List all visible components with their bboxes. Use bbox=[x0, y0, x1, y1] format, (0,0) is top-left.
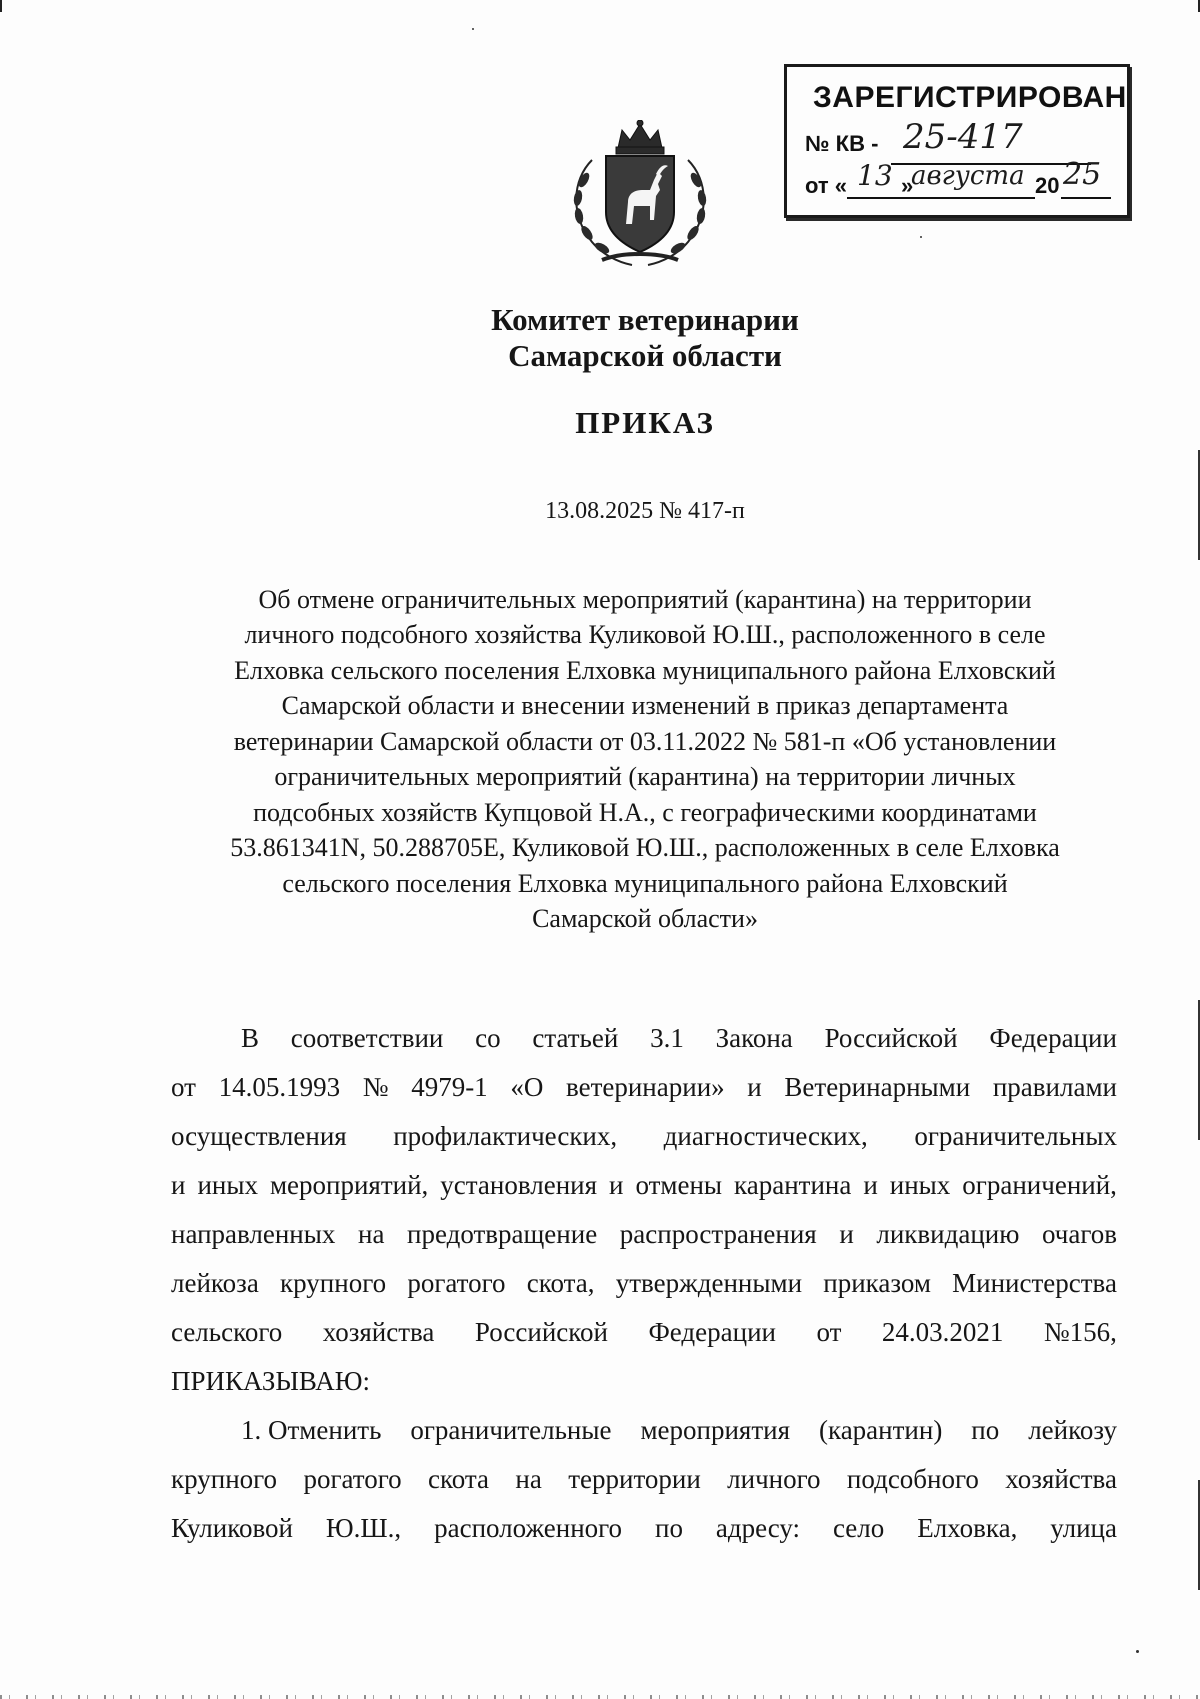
word: крупного bbox=[280, 1268, 387, 1298]
word: Российской bbox=[824, 1023, 958, 1053]
word: ветеринарии» bbox=[566, 1072, 725, 1102]
word: скота, bbox=[526, 1268, 595, 1298]
word: хозяйства bbox=[322, 1317, 435, 1347]
subject-line: личного подсобного хозяйства Куликовой Ю.Ш., расположенного в селе bbox=[244, 620, 1046, 649]
stamp-number-row bbox=[805, 131, 878, 157]
word: очагов bbox=[1041, 1219, 1117, 1249]
document-date-number: 13.08.2025 № 417-п bbox=[545, 498, 745, 524]
stamp-number-prefix: № КВ - bbox=[805, 131, 879, 156]
stamp-year-prefix: 20 bbox=[1035, 173, 1060, 198]
word: село bbox=[832, 1513, 885, 1543]
word: улица bbox=[1050, 1513, 1117, 1543]
word: и bbox=[171, 1170, 186, 1200]
stamp-date-month: августа bbox=[911, 161, 1025, 191]
preamble-line bbox=[171, 1316, 1117, 1348]
word: 3.1 bbox=[650, 1023, 684, 1053]
preamble-line bbox=[171, 1169, 1117, 1201]
word: предотвращение bbox=[407, 1219, 598, 1249]
word: установления bbox=[440, 1170, 598, 1200]
word: карантина bbox=[734, 1170, 852, 1200]
word: «О bbox=[510, 1072, 544, 1102]
word: адресу: bbox=[715, 1513, 801, 1543]
word: подсобного bbox=[846, 1464, 979, 1494]
word: (карантин) bbox=[819, 1415, 943, 1445]
word: рогатого bbox=[303, 1464, 402, 1494]
word: ограничений, bbox=[962, 1170, 1117, 1200]
word: осуществления bbox=[171, 1121, 347, 1151]
subject-line: подсобных хозяйств Купцовой Н.А., с географическими координатами bbox=[253, 798, 1037, 827]
word: 1. Отменить bbox=[241, 1415, 382, 1445]
word: иных bbox=[197, 1170, 258, 1200]
word: Ветеринарными bbox=[784, 1072, 971, 1102]
stamp-date-underline bbox=[847, 197, 1035, 199]
word: личного bbox=[727, 1464, 821, 1494]
word: Елховка, bbox=[917, 1513, 1018, 1543]
subject-line: ветеринарии Самарской области от 03.11.2022 № 581-п «Об установлении bbox=[233, 727, 1057, 756]
word: правилами bbox=[992, 1072, 1117, 1102]
subject-line: Елховка сельского поселения Елховка муниципального района Елховский bbox=[234, 656, 1056, 685]
registration-stamp bbox=[784, 64, 1130, 218]
item-line bbox=[171, 1463, 1117, 1495]
word: 4979-1 bbox=[411, 1072, 488, 1102]
word: на bbox=[515, 1464, 542, 1494]
word: по bbox=[971, 1415, 1000, 1445]
word: Куликовой bbox=[171, 1513, 293, 1543]
word: и bbox=[839, 1219, 854, 1249]
word: ликвидацию bbox=[876, 1219, 1020, 1249]
word: и bbox=[863, 1170, 878, 1200]
word: профилактических, bbox=[393, 1121, 618, 1151]
word: Закона bbox=[715, 1023, 793, 1053]
word: расположенного bbox=[434, 1513, 623, 1543]
word: 24.03.2021 bbox=[881, 1317, 1004, 1347]
preamble-line bbox=[171, 1267, 1117, 1299]
word: иных bbox=[889, 1170, 951, 1200]
word: Российской bbox=[474, 1317, 608, 1347]
word: рогатого bbox=[407, 1268, 506, 1298]
subject-line: сельского поселения Елховка муниципального района Елховский bbox=[282, 869, 1008, 898]
word: утвержденными bbox=[615, 1268, 803, 1298]
word: В bbox=[241, 1023, 260, 1053]
order-directive: ПРИКАЗЫВАЮ: bbox=[171, 1366, 370, 1396]
document-type-title: ПРИКАЗ bbox=[575, 405, 715, 440]
word: и bbox=[747, 1072, 762, 1102]
word: мероприятий, bbox=[269, 1170, 429, 1200]
word: Ю.Ш., bbox=[325, 1513, 402, 1543]
word: сельского bbox=[171, 1317, 283, 1347]
scan-speck bbox=[1136, 1650, 1139, 1653]
organization-name-line-2: Самарской области bbox=[508, 338, 782, 373]
subject-line: Самарской области» bbox=[532, 904, 758, 933]
preamble-line bbox=[171, 1218, 1117, 1250]
word: лейкоза bbox=[171, 1268, 259, 1298]
subject-line: Об отмене ограничительных мероприятий (карантина) на территории bbox=[258, 585, 1032, 614]
word: лейкозу bbox=[1028, 1415, 1117, 1445]
scan-bottom-noise bbox=[0, 1695, 1200, 1699]
word: Федерации bbox=[648, 1317, 776, 1347]
word: статьей bbox=[532, 1023, 619, 1053]
word: от bbox=[171, 1072, 196, 1102]
stamp-number-handwritten: 25-417 bbox=[903, 117, 1023, 157]
word: диагностических, bbox=[663, 1121, 868, 1151]
subject-line: Самарской области и внесении изменений в приказ департамента bbox=[281, 691, 1009, 720]
stamp-title: ЗАРЕГИСТРИРОВАН bbox=[813, 81, 1127, 114]
samara-coat-of-arms-icon bbox=[562, 120, 718, 270]
word: №156, bbox=[1043, 1317, 1117, 1347]
word: хозяйства bbox=[1005, 1464, 1117, 1494]
word: ограничительных bbox=[914, 1121, 1117, 1151]
word: распространения bbox=[619, 1219, 817, 1249]
word: крупного bbox=[171, 1464, 278, 1494]
word: 14.05.1993 bbox=[218, 1072, 341, 1102]
stamp-date-quote: » bbox=[901, 173, 914, 198]
preamble-line bbox=[241, 1022, 1117, 1054]
word: отмены bbox=[635, 1170, 723, 1200]
word: на bbox=[358, 1219, 385, 1249]
word: от bbox=[816, 1317, 842, 1347]
word: и bbox=[609, 1170, 624, 1200]
stamp-date-prefix: от « bbox=[805, 173, 848, 198]
word: приказом bbox=[823, 1268, 931, 1298]
word: соответствии bbox=[290, 1023, 444, 1053]
stamp-year-underline bbox=[1061, 197, 1111, 199]
stamp-year-suffix: 25 bbox=[1063, 157, 1102, 192]
scan-speck bbox=[920, 236, 922, 238]
word: ограничительные bbox=[410, 1415, 612, 1445]
scan-edge-mark bbox=[0, 0, 2, 12]
word: скота bbox=[428, 1464, 490, 1494]
item-line bbox=[171, 1512, 1117, 1544]
preamble-line bbox=[171, 1071, 1117, 1103]
subject-line: ограничительных мероприятий (карантина) на территории личных bbox=[274, 762, 1016, 791]
word: мероприятия bbox=[640, 1415, 791, 1445]
word: по bbox=[655, 1513, 683, 1543]
word: территории bbox=[568, 1464, 701, 1494]
scan-speck bbox=[472, 28, 474, 30]
word: № bbox=[362, 1072, 389, 1102]
preamble-line bbox=[171, 1120, 1117, 1152]
organization-name-line-1: Комитет ветеринарии bbox=[491, 302, 799, 337]
stamp-date-row bbox=[805, 173, 847, 199]
word: Министерства bbox=[952, 1268, 1117, 1298]
word: Федерации bbox=[989, 1023, 1117, 1053]
subject-line: 53.861341N, 50.288705E, Куликовой Ю.Ш., расположенных в селе Елховка bbox=[230, 833, 1060, 862]
word: направленных bbox=[171, 1219, 336, 1249]
item-line bbox=[241, 1414, 1117, 1446]
word: со bbox=[475, 1023, 501, 1053]
stamp-date-day: 13 bbox=[857, 159, 893, 192]
